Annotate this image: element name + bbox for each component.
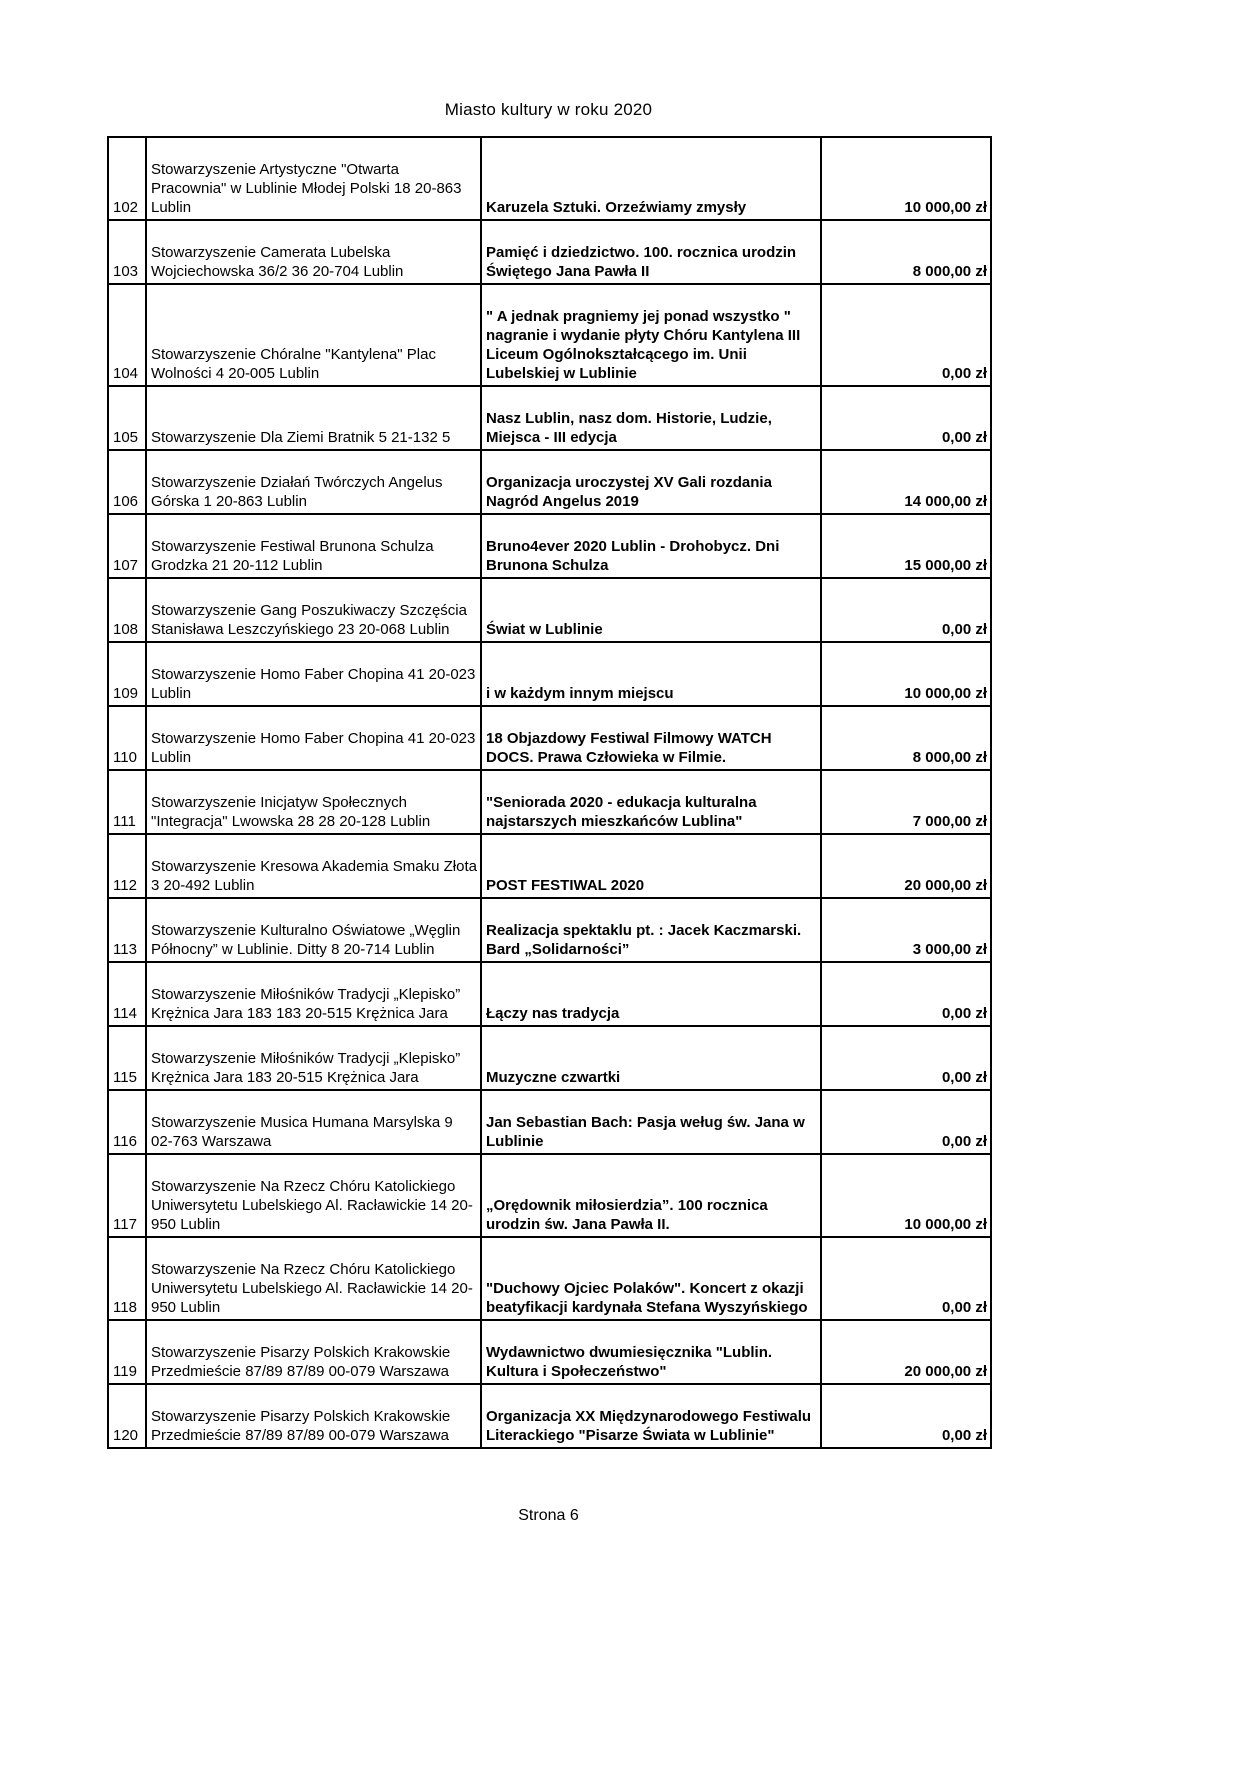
organization-cell: Stowarzyszenie Festiwal Brunona Schulza Grodzka 21 20-112 Lublin	[146, 514, 481, 578]
organization-cell: Stowarzyszenie Homo Faber Chopina 41 20-023 Lublin	[146, 642, 481, 706]
project-cell: Muzyczne czwartki	[481, 1026, 821, 1090]
amount-cell: 0,00 zł	[821, 1090, 991, 1154]
project-cell: "Seniorada 2020 - edukacja kulturalna najstarszych mieszkańców Lublina"	[481, 770, 821, 834]
table-row	[108, 386, 991, 450]
row-number-cell: 111	[108, 770, 146, 834]
row-number-cell: 115	[108, 1026, 146, 1090]
table-row	[108, 1384, 991, 1448]
amount-cell: 10 000,00 zł	[821, 642, 991, 706]
row-number-cell: 117	[108, 1154, 146, 1237]
organization-cell: Stowarzyszenie Miłośników Tradycji „Klepisko” Krężnica Jara 183 183 20-515 Krężnica Jara	[146, 962, 481, 1026]
amount-cell: 3 000,00 zł	[821, 898, 991, 962]
project-cell: Organizacja XX Międzynarodowego Festiwalu Literackiego "Pisarze Świata w Lublinie"	[481, 1384, 821, 1448]
organization-cell: Stowarzyszenie Miłośników Tradycji „Klepisko” Krężnica Jara 183 20-515 Krężnica Jara	[146, 1026, 481, 1090]
row-number-cell: 114	[108, 962, 146, 1026]
row-number-cell: 102	[108, 137, 146, 220]
row-number-cell: 119	[108, 1320, 146, 1384]
organization-cell: Stowarzyszenie Inicjatyw Społecznych "Integracja" Lwowska 28 28 20-128 Lublin	[146, 770, 481, 834]
organization-cell: Stowarzyszenie Pisarzy Polskich Krakowskie Przedmieście 87/89 87/89 00-079 Warszawa	[146, 1320, 481, 1384]
organization-cell: Stowarzyszenie Artystyczne "Otwarta Pracownia" w Lublinie Młodej Polski 18 20-863 Lublin	[146, 137, 481, 220]
amount-cell: 0,00 zł	[821, 962, 991, 1026]
amount-cell: 8 000,00 zł	[821, 220, 991, 284]
row-number-cell: 103	[108, 220, 146, 284]
organization-cell: Stowarzyszenie Pisarzy Polskich Krakowskie Przedmieście 87/89 87/89 00-079 Warszawa	[146, 1384, 481, 1448]
amount-cell: 7 000,00 zł	[821, 770, 991, 834]
project-cell: i w każdym innym miejscu	[481, 642, 821, 706]
amount-cell: 10 000,00 zł	[821, 1154, 991, 1237]
organization-cell: Stowarzyszenie Gang Poszukiwaczy Szczęścia Stanisława Leszczyńskiego 23 20-068 Lublin	[146, 578, 481, 642]
amount-cell: 0,00 zł	[821, 1237, 991, 1320]
table-row	[108, 1090, 991, 1154]
table-row	[108, 514, 991, 578]
organization-cell: Stowarzyszenie Musica Humana Marsylska 9 02-763 Warszawa	[146, 1090, 481, 1154]
table-row	[108, 1026, 991, 1090]
row-number-cell: 104	[108, 284, 146, 386]
row-number-cell: 116	[108, 1090, 146, 1154]
row-number-cell: 106	[108, 450, 146, 514]
project-cell: Pamięć i dziedzictwo. 100. rocznica urodzin Świętego Jana Pawła II	[481, 220, 821, 284]
project-cell: POST FESTIWAL 2020	[481, 834, 821, 898]
table-row	[108, 962, 991, 1026]
table-row	[108, 1320, 991, 1384]
amount-cell: 0,00 zł	[821, 578, 991, 642]
amount-cell: 10 000,00 zł	[821, 137, 991, 220]
table-row	[108, 898, 991, 962]
table-row	[108, 1237, 991, 1320]
row-number-cell: 110	[108, 706, 146, 770]
project-cell: Łączy nas tradycja	[481, 962, 821, 1026]
organization-cell: Stowarzyszenie Na Rzecz Chóru Katolickiego Uniwersytetu Lubelskiego Al. Racławickie 14 20-950 Lublin	[146, 1237, 481, 1320]
grants-table-body	[108, 137, 991, 1448]
organization-cell: Stowarzyszenie Homo Faber Chopina 41 20-023 Lublin	[146, 706, 481, 770]
organization-cell: Stowarzyszenie Kresowa Akademia Smaku Złota 3 20-492 Lublin	[146, 834, 481, 898]
grants-table	[107, 136, 992, 1449]
project-cell: Jan Sebastian Bach: Pasja weług św. Jana w Lublinie	[481, 1090, 821, 1154]
organization-cell: Stowarzyszenie Działań Twórczych Angelus Górska 1 20-863 Lublin	[146, 450, 481, 514]
project-cell: Bruno4ever 2020 Lublin - Drohobycz. Dni Brunona Schulza	[481, 514, 821, 578]
row-number-cell: 112	[108, 834, 146, 898]
row-number-cell: 109	[108, 642, 146, 706]
table-row	[108, 706, 991, 770]
row-number-cell: 118	[108, 1237, 146, 1320]
amount-cell: 8 000,00 zł	[821, 706, 991, 770]
table-row	[108, 770, 991, 834]
page-title: Miasto kultury w roku 2020	[444, 100, 653, 119]
amount-cell: 0,00 zł	[821, 284, 991, 386]
project-cell: Nasz Lublin, nasz dom. Historie, Ludzie, Miejsca - III edycja	[481, 386, 821, 450]
table-row	[108, 642, 991, 706]
organization-cell: Stowarzyszenie Camerata Lubelska Wojciechowska 36/2 36 20-704 Lublin	[146, 220, 481, 284]
row-number-cell: 107	[108, 514, 146, 578]
amount-cell: 20 000,00 zł	[821, 834, 991, 898]
organization-cell: Stowarzyszenie Kulturalno Oświatowe „Węglin Północny” w Lublinie. Ditty 8 20-714 Lublin	[146, 898, 481, 962]
project-cell: „Orędownik miłosierdzia”. 100 rocznica urodzin św. Jana Pawła II.	[481, 1154, 821, 1237]
project-cell: Świat w Lublinie	[481, 578, 821, 642]
organization-cell: Stowarzyszenie Chóralne "Kantylena" Plac Wolności 4 20-005 Lublin	[146, 284, 481, 386]
page-number: Strona 6	[518, 1507, 579, 1524]
amount-cell: 20 000,00 zł	[821, 1320, 991, 1384]
organization-cell: Stowarzyszenie Na Rzecz Chóru Katolickiego Uniwersytetu Lubelskiego Al. Racławickie 14 20-950 Lublin	[146, 1154, 481, 1237]
project-cell: Wydawnictwo dwumiesięcznika "Lublin. Kultura i Społeczeństwo"	[481, 1320, 821, 1384]
table-row	[108, 137, 991, 220]
project-cell: " A jednak pragniemy jej ponad wszystko " nagranie i wydanie płyty Chóru Kantylena III Liceum Ogólnokształcącego im. Unii Lubelskiej w Lublinie	[481, 284, 821, 386]
row-number-cell: 105	[108, 386, 146, 450]
project-cell: 18 Objazdowy Festiwal Filmowy WATCH DOCS. Prawa Człowieka w Filmie.	[481, 706, 821, 770]
amount-cell: 15 000,00 zł	[821, 514, 991, 578]
table-row	[108, 450, 991, 514]
table-row	[108, 1154, 991, 1237]
project-cell: Karuzela Sztuki. Orzeźwiamy zmysły	[481, 137, 821, 220]
amount-cell: 0,00 zł	[821, 1026, 991, 1090]
amount-cell: 0,00 zł	[821, 386, 991, 450]
table-row	[108, 220, 991, 284]
row-number-cell: 120	[108, 1384, 146, 1448]
project-cell: Organizacja uroczystej XV Gali rozdania Nagród Angelus 2019	[481, 450, 821, 514]
amount-cell: 0,00 zł	[821, 1384, 991, 1448]
project-cell: "Duchowy Ojciec Polaków". Koncert z okazji beatyfikacji kardynała Stefana Wyszyńskiego	[481, 1237, 821, 1320]
organization-cell: Stowarzyszenie Dla Ziemi Bratnik 5 21-132 5	[146, 386, 481, 450]
table-row	[108, 578, 991, 642]
row-number-cell: 113	[108, 898, 146, 962]
row-number-cell: 108	[108, 578, 146, 642]
table-row	[108, 834, 991, 898]
table-row	[108, 284, 991, 386]
project-cell: Realizacja spektaklu pt. : Jacek Kaczmarski. Bard „Solidarności”	[481, 898, 821, 962]
amount-cell: 14 000,00 zł	[821, 450, 991, 514]
